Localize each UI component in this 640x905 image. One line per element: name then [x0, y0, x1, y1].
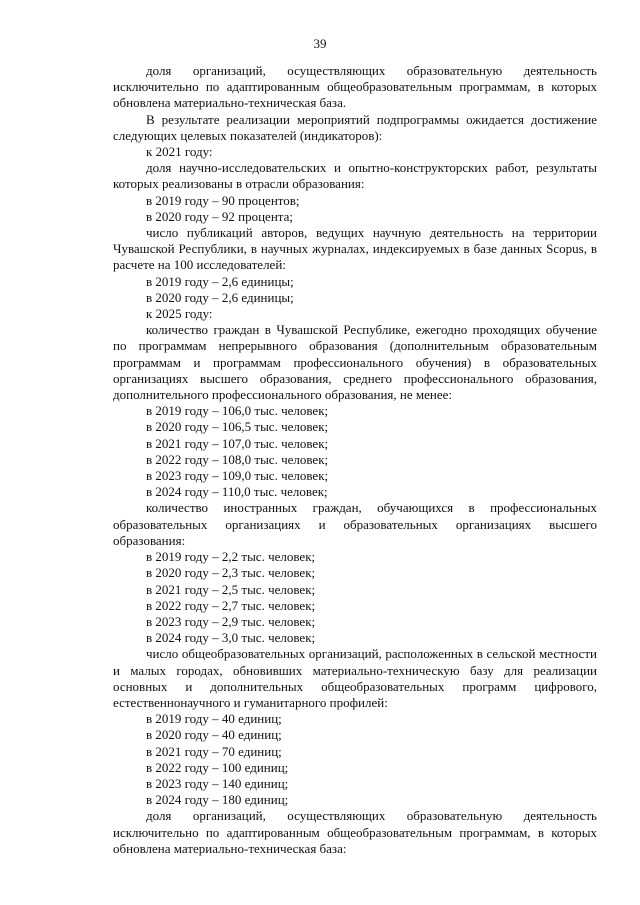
list-item: в 2023 году – 109,0 тыс. человек;	[146, 468, 329, 484]
paragraph: доля организаций, осуществляющих образовательную деятельность исключительно по адаптированным общеобразовательным программам, в которых обновлена материально-техническая база:	[113, 808, 597, 856]
list-item: в 2023 году – 2,9 тыс. человек;	[146, 613, 316, 629]
list-item: в 2019 году – 90 процентов;	[146, 192, 300, 208]
list-item: в 2021 году – 70 единиц;	[146, 743, 282, 759]
list-item: в 2022 году – 108,0 тыс. человек;	[146, 451, 329, 467]
list-item: в 2024 году – 110,0 тыс. человек;	[146, 484, 328, 500]
list-item: в 2022 году – 100 единиц;	[146, 759, 289, 775]
list-item: в 2019 году – 2,2 тыс. человек;	[146, 549, 316, 565]
paragraph: количество иностранных граждан, обучающихся в профессиональных образовательных организациях и образовательных организациях высшего образования:	[113, 500, 597, 548]
paragraph: В результате реализации мероприятий подпрограммы ожидается достижение следующих целевых показателей (индикаторов):	[113, 111, 597, 143]
paragraph: число общеобразовательных организаций, расположенных в сельской местности и малых городах, обновивших материально-техническую базу для реализации основных и дополнительных общеобразовательных программ цифрового, естественнонаучного и гуманитарного профилей:	[113, 646, 597, 710]
list-item: в 2020 году – 106,5 тыс. человек;	[146, 419, 329, 435]
paragraph: доля организаций, осуществляющих образовательную деятельность исключительно по адаптированным общеобразовательным программам, в которых обновлена материально-техническая база.	[113, 63, 597, 111]
list-item: в 2023 году – 140 единиц;	[146, 775, 289, 791]
list-item: в 2020 году – 40 единиц;	[146, 727, 282, 743]
paragraph: доля научно-исследовательских и опытно-конструкторских работ, результаты которых реализованы в отрасли образования:	[113, 160, 597, 192]
list-item: в 2020 году – 92 процента;	[146, 208, 293, 224]
paragraph: количество граждан в Чувашской Республике, ежегодно проходящих обучение по программам непрерывного образования (дополнительным образовательным программам и программам профессионального обучения) в образовательных организациях высшего образования, среднего профессионального образования, дополнительного профессионального образования, не менее:	[113, 322, 597, 403]
list-item: в 2019 году – 2,6 единицы;	[146, 273, 294, 289]
page-number: 39	[313, 36, 327, 51]
list-item: в 2024 году – 180 единиц;	[146, 792, 289, 808]
list-item: в 2019 году – 40 единиц;	[146, 711, 282, 727]
list-item: в 2021 году – 2,5 тыс. человек;	[146, 581, 316, 597]
list-item: в 2020 году – 2,3 тыс. человек;	[146, 565, 316, 581]
list-item: к 2025 году:	[146, 306, 213, 322]
document-body	[113, 63, 597, 857]
paragraph: число публикаций авторов, ведущих научную деятельность на территории Чувашской Республики, в научных журналах, индексируемых в базе данных Scopus, в расчете на 100 исследователей:	[113, 225, 597, 273]
list-item: к 2021 году:	[146, 144, 213, 160]
list-item: в 2019 году – 106,0 тыс. человек;	[146, 403, 329, 419]
list-item: в 2021 году – 107,0 тыс. человек;	[146, 435, 329, 451]
list-item: в 2024 году – 3,0 тыс. человек;	[146, 630, 316, 646]
list-item: в 2022 году – 2,7 тыс. человек;	[146, 597, 316, 613]
list-item: в 2020 году – 2,6 единицы;	[146, 289, 294, 305]
